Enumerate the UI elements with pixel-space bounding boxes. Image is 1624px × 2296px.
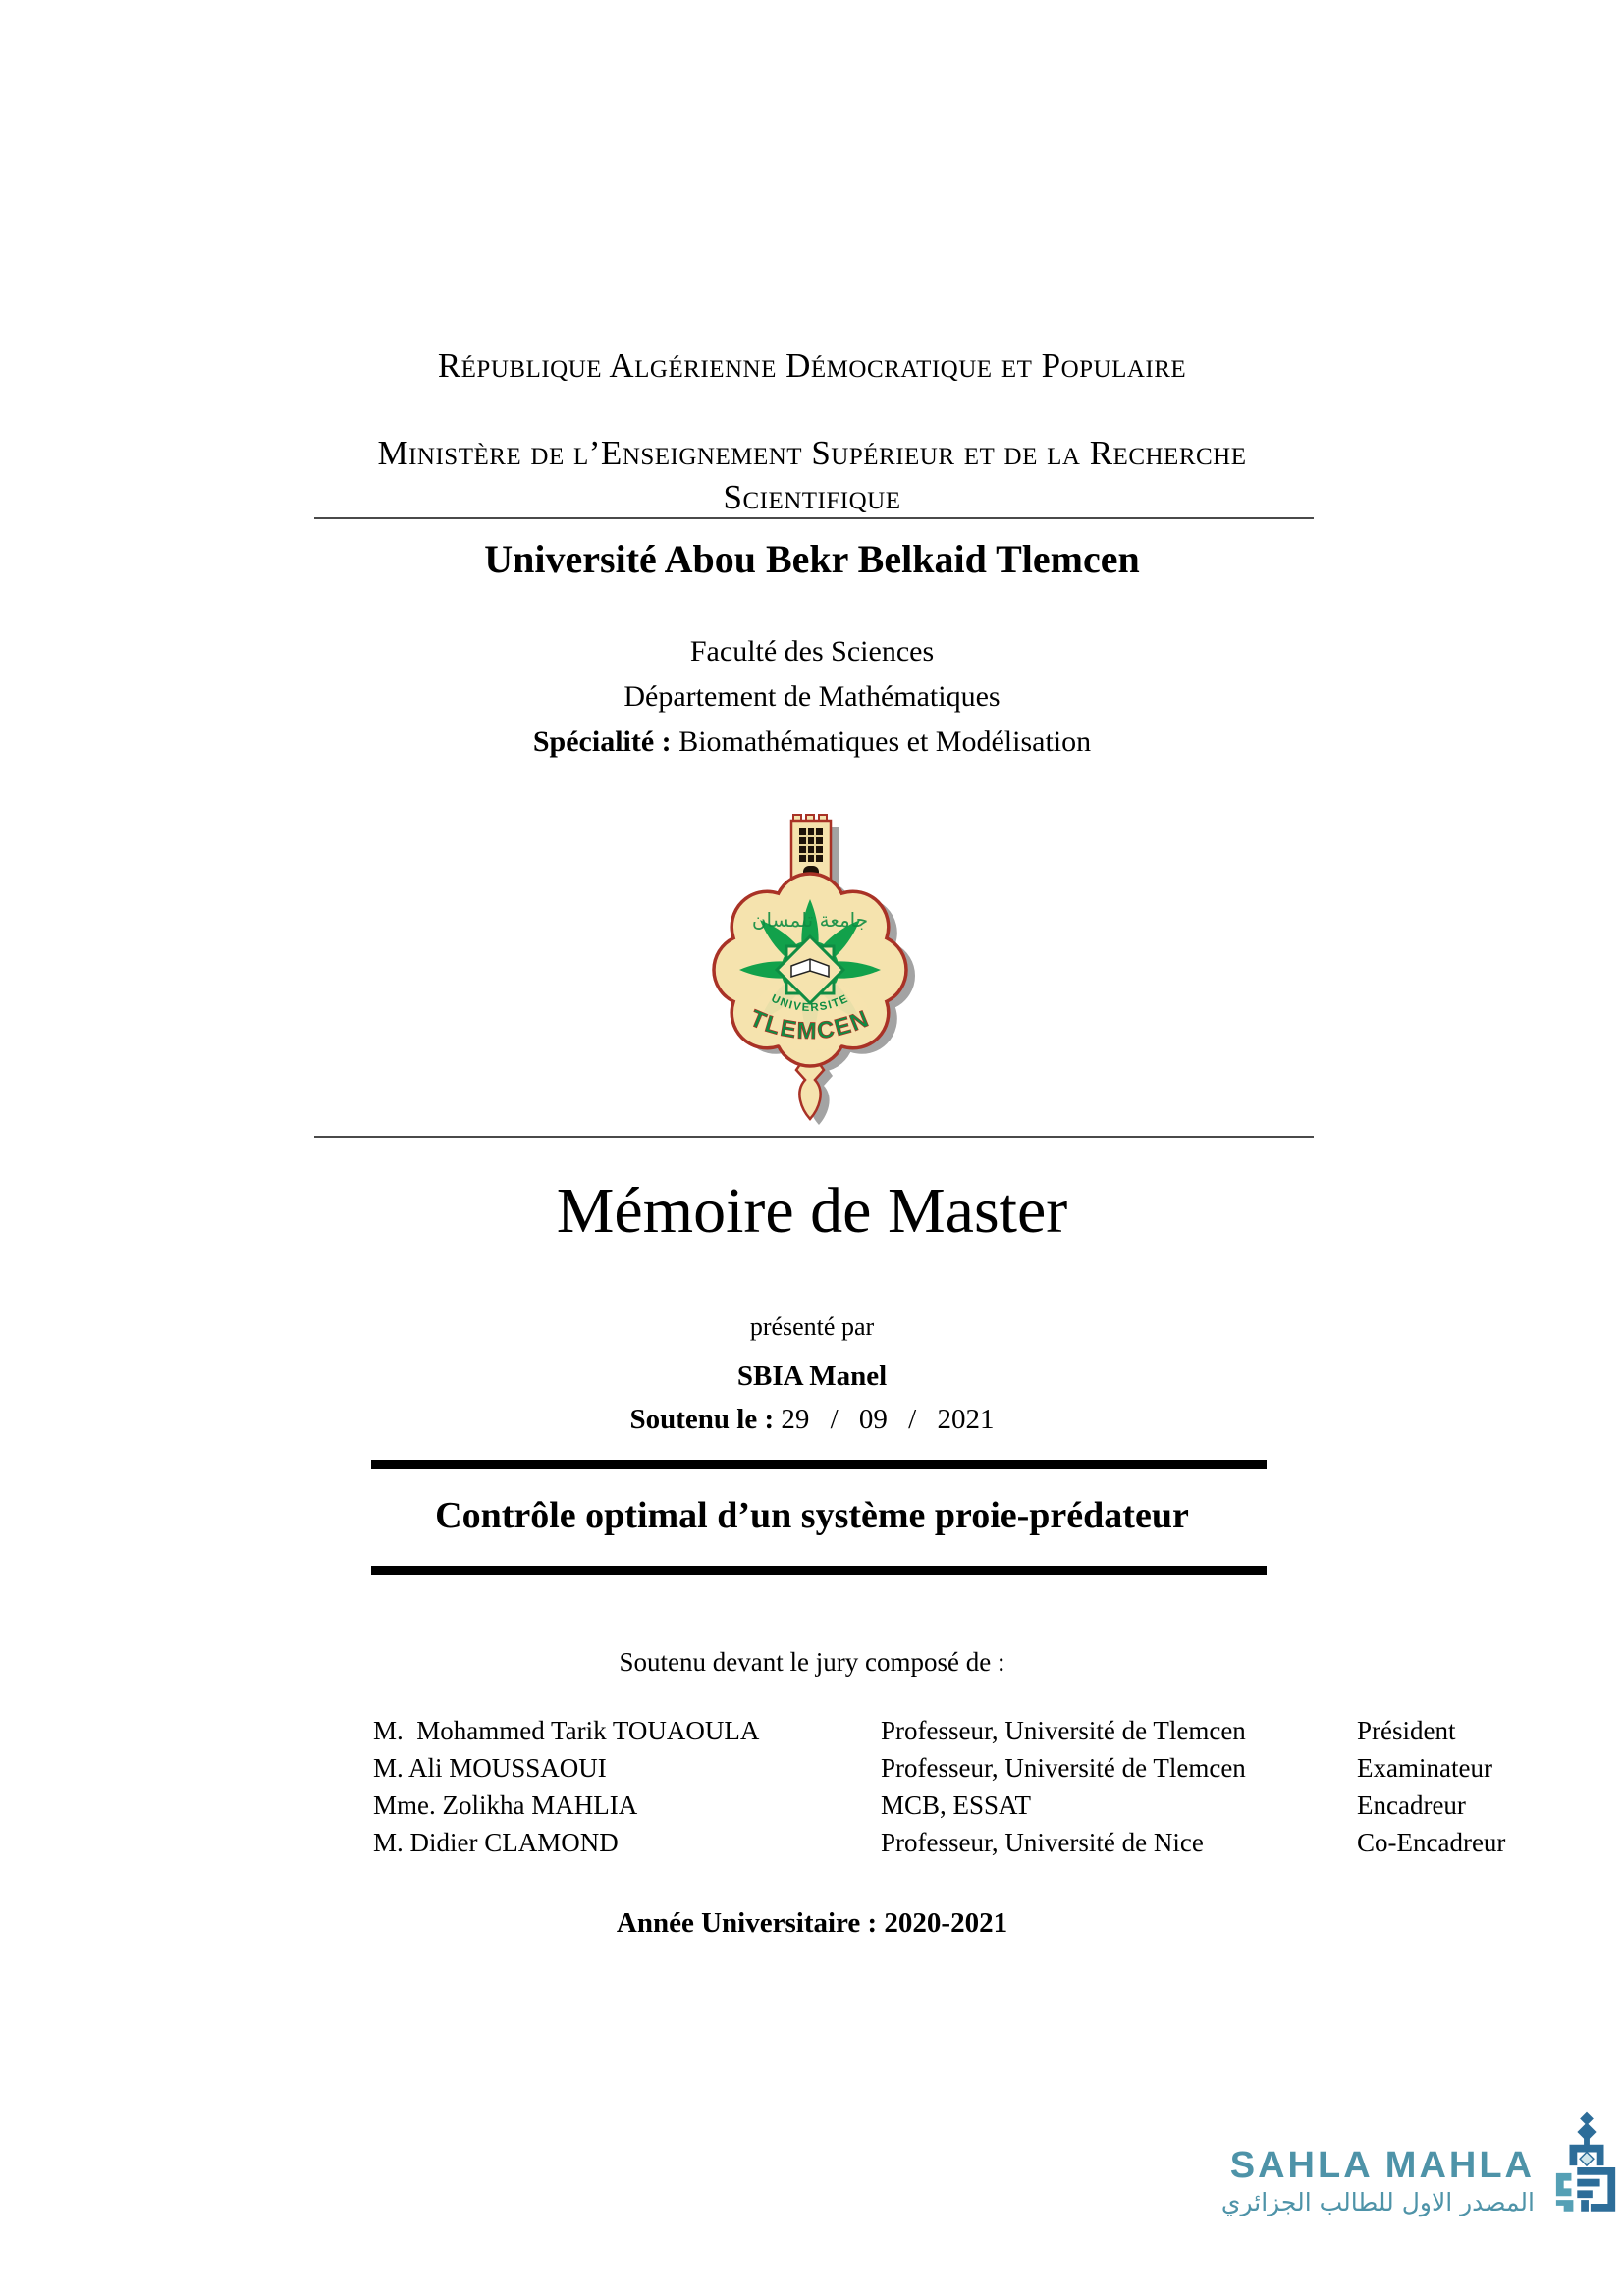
- mid-rule: [314, 1136, 1314, 1138]
- jury-member-role: Co-Encadreur: [1357, 1828, 1506, 1857]
- specialty-line: [311, 720, 1313, 765]
- faculty-line: Faculté des Sciences: [689, 635, 935, 667]
- ministry-header: [311, 431, 1313, 519]
- jury-member-name: M. Didier CLAMOND: [373, 1828, 619, 1857]
- jury-member-name: M. Mohammed Tarik TOUAOULA: [373, 1716, 760, 1745]
- jury-member-role: Président: [1357, 1716, 1456, 1745]
- sahla-mahla-logo-icon: [1552, 2110, 1621, 2226]
- jury-member-name: M. Ali MOUSSAOUI: [373, 1753, 607, 1783]
- title-bar-top: [371, 1460, 1267, 1469]
- top-rule: [314, 517, 1314, 519]
- seal-star: [777, 936, 843, 1003]
- tlemcen-seal-icon: [687, 803, 938, 1132]
- defense-date-line: [311, 1404, 1313, 1436]
- watermark-logo: [1552, 2110, 1621, 2226]
- jury-member-title: Professeur, Université de Tlemcen: [881, 1753, 1246, 1783]
- university-seal-logo: [687, 803, 938, 1132]
- specialty-value: Biomathématiques et Modélisation: [678, 725, 1092, 758]
- watermark-brand: SAHLA MAHLA: [1229, 2145, 1535, 2186]
- thesis-title: Contrôle optimal d’un système proie-prédateur: [435, 1495, 1189, 1536]
- author-name: SBIA Manel: [736, 1361, 888, 1392]
- jury-member-title: Professeur, Université de Nice: [881, 1828, 1204, 1857]
- watermark-tagline: المصدر الاول للطالب الجزائري: [1220, 2188, 1535, 2216]
- watermark: [1221, 2146, 1535, 2218]
- academic-year: Année Universitaire : 2020-2021: [616, 1907, 1008, 1939]
- republic-header: [311, 344, 1313, 388]
- seal-universite-text: UNIVERSITE: [769, 992, 851, 1015]
- degree-title: Mémoire de Master: [556, 1175, 1068, 1247]
- jury-intro: Soutenu devant le jury composé de :: [619, 1647, 1005, 1677]
- jury-member-title: Professeur, Université de Tlemcen: [881, 1716, 1246, 1745]
- republic-line: République Algérienne Démocratique et Populaire: [437, 347, 1187, 385]
- department-line: Département de Mathématiques: [623, 680, 1001, 713]
- presented-by: présenté par: [749, 1312, 875, 1341]
- jury-member-name: Mme. Zolikha MAHLIA: [373, 1790, 638, 1820]
- jury-member-role: Encadreur: [1357, 1790, 1466, 1820]
- jury-member-title: MCB, ESSAT: [881, 1790, 1032, 1820]
- jury-member-role: Examinateur: [1357, 1753, 1492, 1783]
- jury-table: [373, 1716, 1537, 1865]
- defense-date-value: 29 / 09 / 2021: [781, 1404, 995, 1435]
- ministry-line: Ministère de l’Enseignement Supérieur et de la Recherche Scientifique: [377, 434, 1247, 516]
- university-name: Université Abou Bekr Belkaid Tlemcen: [484, 537, 1140, 581]
- defense-date-label: Soutenu le :: [629, 1404, 775, 1435]
- seal-arabic-text: جامعة تلمسان: [751, 908, 869, 932]
- title-bar-bottom: [371, 1566, 1267, 1575]
- specialty-label: Spécialité :: [532, 725, 672, 758]
- seal-tlemcen-text: TLEMCEN: [745, 1004, 875, 1045]
